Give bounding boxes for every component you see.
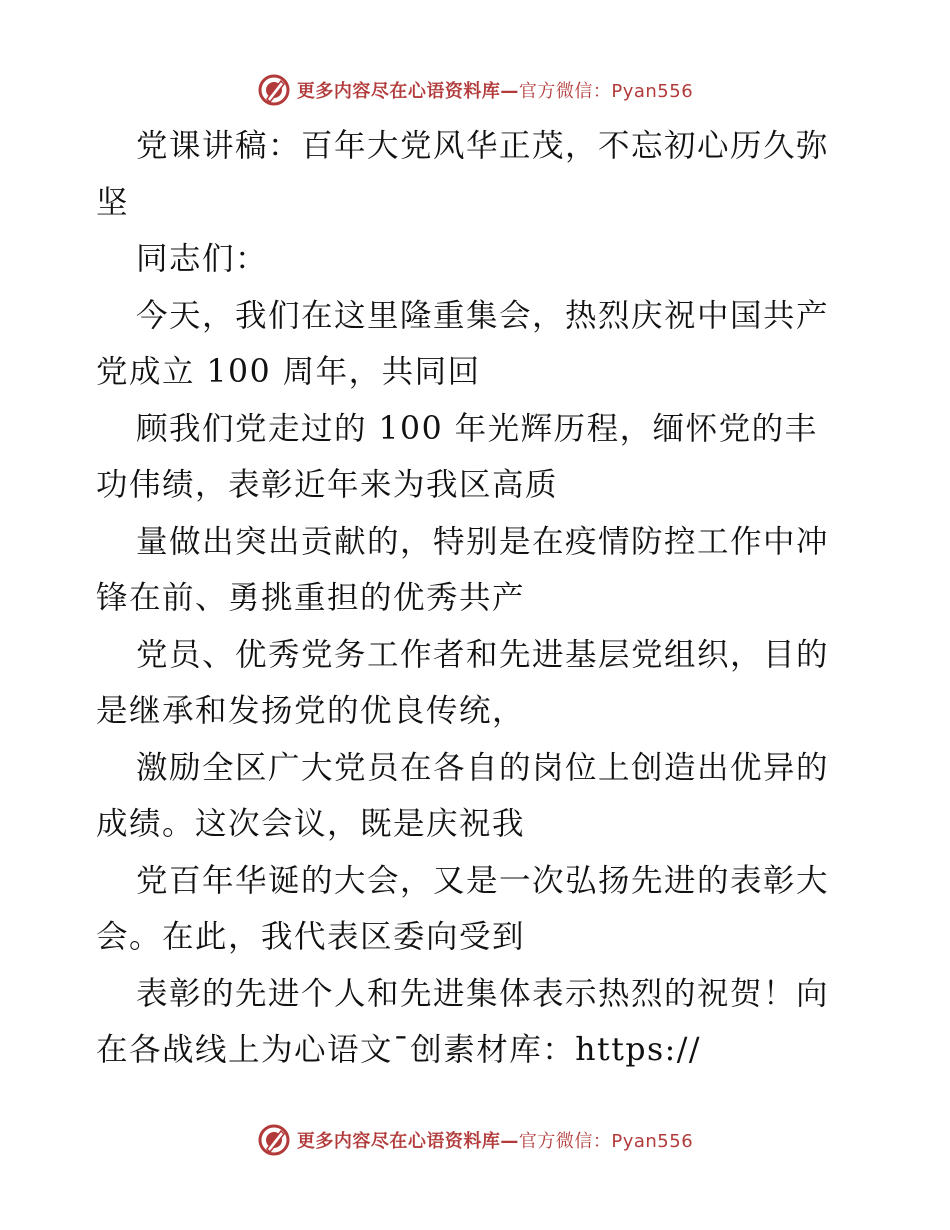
document-title-line-2: 坚 [96, 184, 130, 221]
salutation: 同志们： [136, 241, 269, 277]
watermark-dash: — [500, 81, 519, 102]
paragraph-line: 锋在前、勇挑重担的优秀共产 [96, 580, 526, 616]
paragraph-line: 表彰的先进个人和先进集体表示热烈的祝贺！向 [136, 975, 830, 1012]
paragraph-line: 激励全区广大党员在各自的岗位上创造出优异的 [136, 749, 830, 786]
paragraph-line: 是继承和发扬党的优良传统， [96, 693, 526, 729]
paragraph-line: 量做出突出贡献的，特别是在疫情防控工作中冲 [136, 523, 830, 560]
pen-circle-icon [257, 1123, 291, 1157]
pen-circle-icon [257, 73, 291, 107]
document-title-line-1: 党课讲稿：百年大党风华正茂，不忘初心历久弥 [136, 128, 830, 164]
paragraph-line: 会。在此，我代表区委向受到 [96, 919, 526, 955]
paragraph-line: 党员、优秀党务工作者和先进基层党组织，目的 [136, 636, 830, 673]
watermark-contact: 官方微信：Pyan556 [518, 81, 694, 102]
paragraph-line: 党成立 100 周年，共同回 [96, 354, 481, 390]
document-body [96, 118, 856, 1079]
watermark-text [297, 77, 693, 103]
paragraph-line: 成绩。这次会议，既是庆祝我 [96, 806, 526, 842]
footer-watermark [0, 1120, 950, 1160]
watermark-dash: — [500, 1131, 519, 1152]
watermark-text [297, 1127, 693, 1153]
paragraph-line: 今天，我们在这里隆重集会，热烈庆祝中国共产 [136, 297, 830, 334]
watermark-main: 更多内容尽在心语资料库 [296, 81, 501, 102]
watermark-main: 更多内容尽在心语资料库 [296, 1131, 501, 1152]
paragraph-line: 顾我们党走过的 100 年光辉历程，缅怀党的丰 [136, 410, 818, 447]
header-watermark [0, 70, 950, 110]
watermark-contact: 官方微信：Pyan556 [518, 1131, 694, 1152]
paragraph-line: 党百年华诞的大会，又是一次弘扬先进的表彰大 [136, 862, 830, 899]
paragraph-line: 在各战线上为心语文¯创素材库：https:// [96, 1032, 702, 1068]
paragraph-line: 功伟绩，表彰近年来为我区高质 [96, 467, 559, 503]
